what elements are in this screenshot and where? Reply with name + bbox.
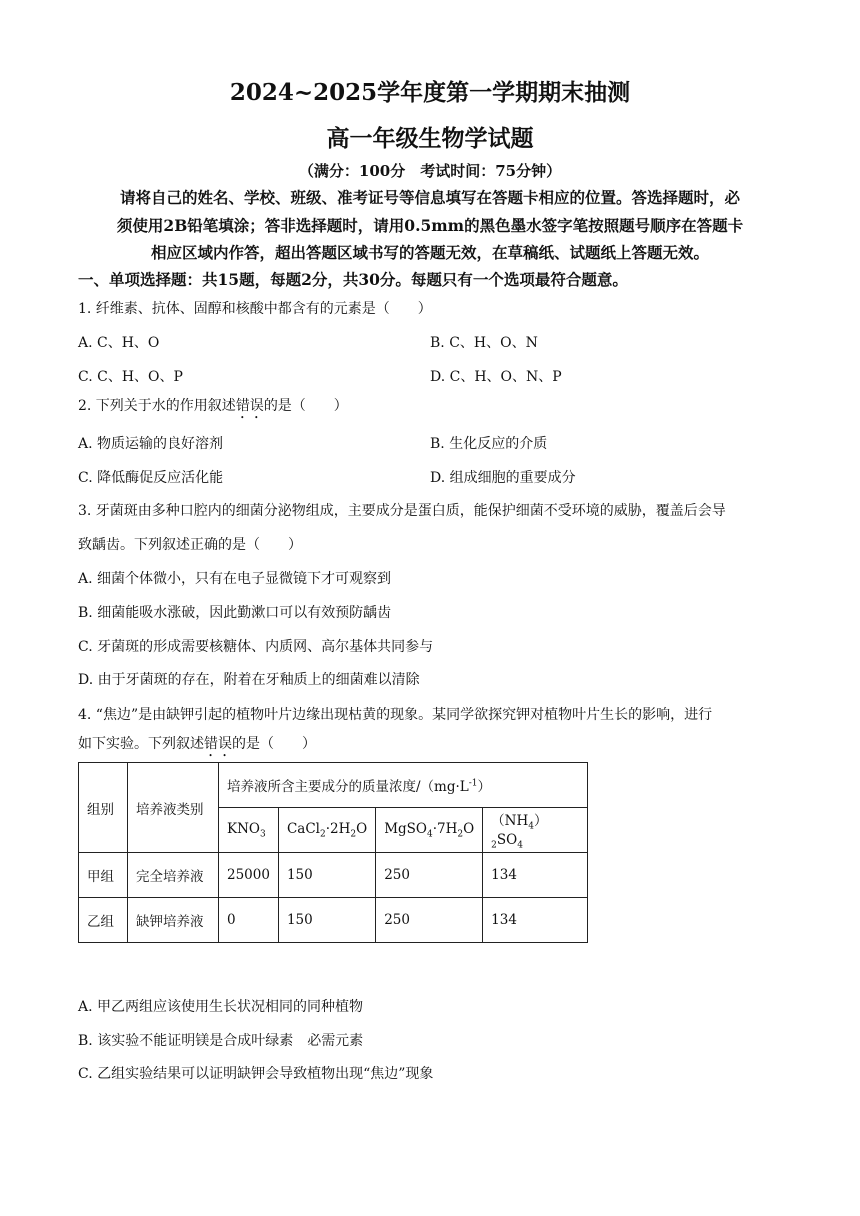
q4-option-b: B. 该实验不能证明镁是合成叶绿素 必需元素: [78, 1033, 364, 1049]
q4-stem-line2: 如下实验。下列叙述错误的是（ ）: [78, 736, 316, 752]
header-cacl2: $CaCl_2\cdot 2H_2O$: [278, 808, 375, 853]
nutrient-table: [78, 762, 588, 943]
q3-option-b: B. 细菌能吸水涨破，因此勤漱口可以有效预防龋齿: [78, 605, 392, 621]
table-header-row: [79, 763, 588, 808]
header-kno3: $KNO_3$: [219, 808, 279, 853]
notice-line-1: 请将自己的姓名、学校、班级、准考证号等信息填写在答题卡相应的位置。答选择题时，必: [119, 188, 740, 207]
notice-line-3: 相应区域内作答，超出答题区域书写的答题无效，在草稿纸、试题纸上答题无效。: [150, 243, 709, 262]
table-row: [79, 898, 588, 943]
q2-option-a: A. 物质运输的良好溶剂: [78, 436, 224, 452]
q4-option-c: C. 乙组实验结果可以证明缺钾会导致植物出现“焦边”现象: [78, 1066, 434, 1082]
q3-option-d: D. 由于牙菌斑的存在，附着在牙釉质上的细菌难以清除: [78, 672, 420, 688]
cell-nh4so4: 134: [483, 898, 588, 943]
cell-nh4so4: 134: [483, 853, 588, 898]
q2-option-b: B. 生化反应的介质: [430, 436, 548, 452]
q3-option-c: C. 牙菌斑的形成需要核糖体、内质网、高尔基体共同参与: [78, 639, 434, 655]
header-concentration: 培养液所含主要成分的质量浓度$/(mg\cdot L^{-1})$: [219, 763, 588, 808]
notice-line-2: 须使用2B铅笔填涂；答非选择题时，请用0.5mm的黑色墨水签字笔按照题号顺序在答题卡: [116, 216, 744, 235]
header-nh4so4: $(NH_4)_2SO_4$: [483, 808, 588, 853]
cell-mgso4: 250: [376, 853, 483, 898]
cell-mgso4: 250: [376, 898, 483, 943]
q3-option-a: A. 细菌个体微小，只有在电子显微镜下才可观察到: [78, 571, 392, 587]
header-group: 组别: [79, 763, 128, 853]
q2-stem: 2. 下列关于水的作用叙述错误的是（ ）: [78, 398, 348, 414]
exam-info: （满分：100分 考试时间：75分钟）: [298, 162, 562, 180]
cell-kno3: 0: [219, 898, 279, 943]
q1-option-b: B. C、H、O、N: [430, 335, 538, 351]
q3-stem-line1: 3. 牙菌斑由多种口腔内的细菌分泌物组成，主要成分是蛋白质，能保护细菌不受环境的威胁，覆盖后会导: [78, 503, 726, 519]
q2-option-c: C. 降低酶促反应活化能: [78, 470, 224, 486]
header-type: 培养液类别: [128, 763, 219, 853]
section-heading: 一、单项选择题：共15题，每题2分，共30分。每题只有一个选项最符合题意。: [78, 270, 628, 289]
table-row: [79, 853, 588, 898]
q1-stem: 1. 纤维素、抗体、固醇和核酸中都含有的元素是（ ）: [78, 301, 432, 317]
q4-option-a: A. 甲乙两组应该使用生长状况相同的同种植物: [78, 999, 364, 1015]
q1-option-a: A. C、H、O: [78, 335, 160, 351]
q2-option-d: D. 组成细胞的重要成分: [430, 470, 576, 486]
cell-group: 乙组: [79, 898, 128, 943]
exam-title: 2024~2025学年度第一学期期末抽测: [229, 79, 631, 106]
cell-group: 甲组: [79, 853, 128, 898]
cell-kno3: 25000: [219, 853, 279, 898]
q3-stem-line2: 致龋齿。下列叙述正确的是（ ）: [78, 537, 302, 553]
cell-type: 完全培养液: [128, 853, 219, 898]
q1-option-d: D. C、H、O、N、P: [430, 369, 562, 385]
cell-type: 缺钾培养液: [128, 898, 219, 943]
exam-subtitle: 高一年级生物学试题: [326, 125, 534, 152]
cell-cacl2: 150: [278, 898, 375, 943]
q1-option-c: C. C、H、O、P: [78, 369, 183, 385]
q4-stem-line1: 4. “焦边”是由缺钾引起的植物叶片边缘出现枯黄的现象。某同学欲探究钾对植物叶片生长的影响，进行: [78, 707, 713, 723]
cell-cacl2: 150: [278, 853, 375, 898]
header-mgso4: $MgSO_4\cdot 7H_2O$: [376, 808, 483, 853]
